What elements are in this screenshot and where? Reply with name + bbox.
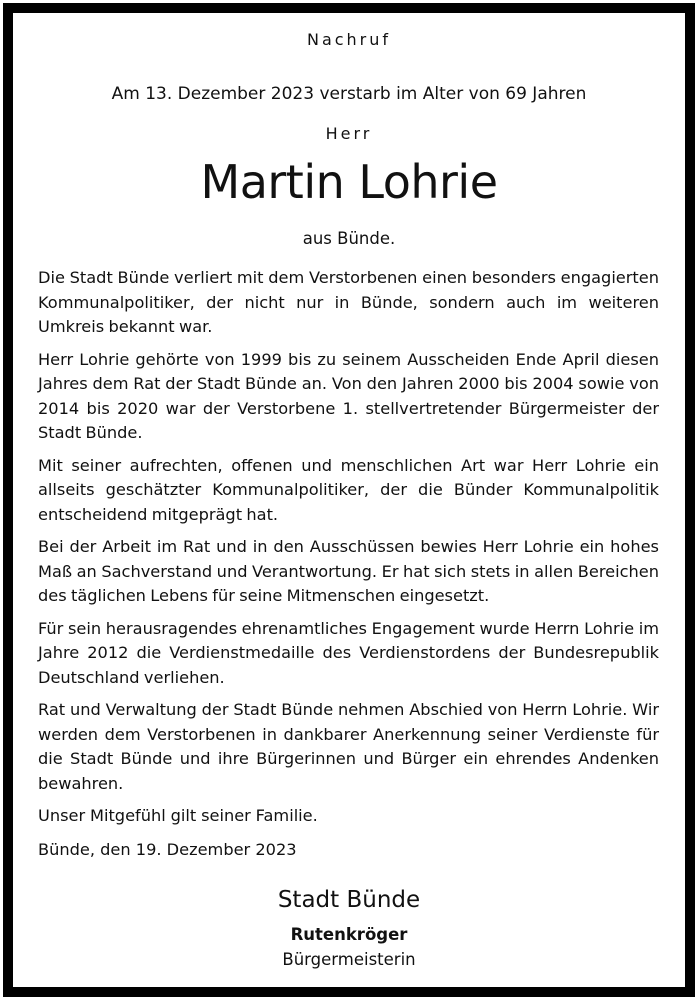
place-date-line: Bünde, den 19. Dezember 2023 <box>38 840 297 859</box>
paragraph-7: Unser Mitgefühl gilt seiner Familie. <box>38 806 318 825</box>
deceased-name: Martin Lohrie <box>200 155 498 209</box>
paragraph-1: Die Stadt Bünde verliert mit dem Verstorbenen einen besonders engagierten Kommunalpolitiker, der nicht nur in Bünde, sondern auch im weiteren Umkreis bekannt war. <box>38 268 659 336</box>
paragraph-5: Für sein herausragendes ehrenamtliches Engagement wurde Herrn Lohrie im Jahre 2012 die Verdienstmedaille des Verdienstordens der Bundesrepublik Deutschland verliehen. <box>38 618 659 687</box>
paragraph-6: Rat und Verwaltung der Stadt Bünde nehmen Abschied von Herrn Lohrie. Wir werden dem Verstorbenen in dankbarer Anerkennung seiner Verdienste für die Stadt Bünde und ihre Bürgerinnen und Bürger ein ehrendes Andenken bewahren. <box>38 700 659 793</box>
obituary-body <box>38 266 659 837</box>
signature-name: Rutenkröger <box>290 925 408 944</box>
paragraph-4: Bei der Arbeit im Rat und in den Ausschüssen bewies Herr Lohrie ein hohes Maß an Sachverstand und Verantwortung. Er hat sich stets in allen Bereichen des täglichen Lebens für seine Mitmenschen eingesetzt. <box>38 537 659 605</box>
honorific: Herr <box>325 124 373 143</box>
death-notice-line: Am 13. Dezember 2023 verstarb im Alter von 69 Jahren <box>111 84 587 104</box>
hometown: aus Bünde. <box>302 229 396 248</box>
signature-title: Bürgermeisterin <box>282 950 416 969</box>
notice-heading: Nachruf <box>306 30 392 49</box>
paragraph-3: Mit seiner aufrechten, offenen und menschlichen Art war Herr Lohrie ein allseits geschätzter Kommunalpolitiker, der die Bünder Kommunalpolitik entscheidend mitgeprägt hat. <box>38 455 659 524</box>
paragraph-2: Herr Lohrie gehörte von 1999 bis zu seinem Ausscheiden Ende April diesen Jahres dem Rat der Stadt Bünde an. Von den Jahren 2000 bis 2004 sowie von 2014 bis 2020 war der Verstorbene 1. stellvertretender Bürgermeister der Stadt Bünde. <box>38 349 659 442</box>
signature-city: Stadt Bünde <box>277 887 421 913</box>
